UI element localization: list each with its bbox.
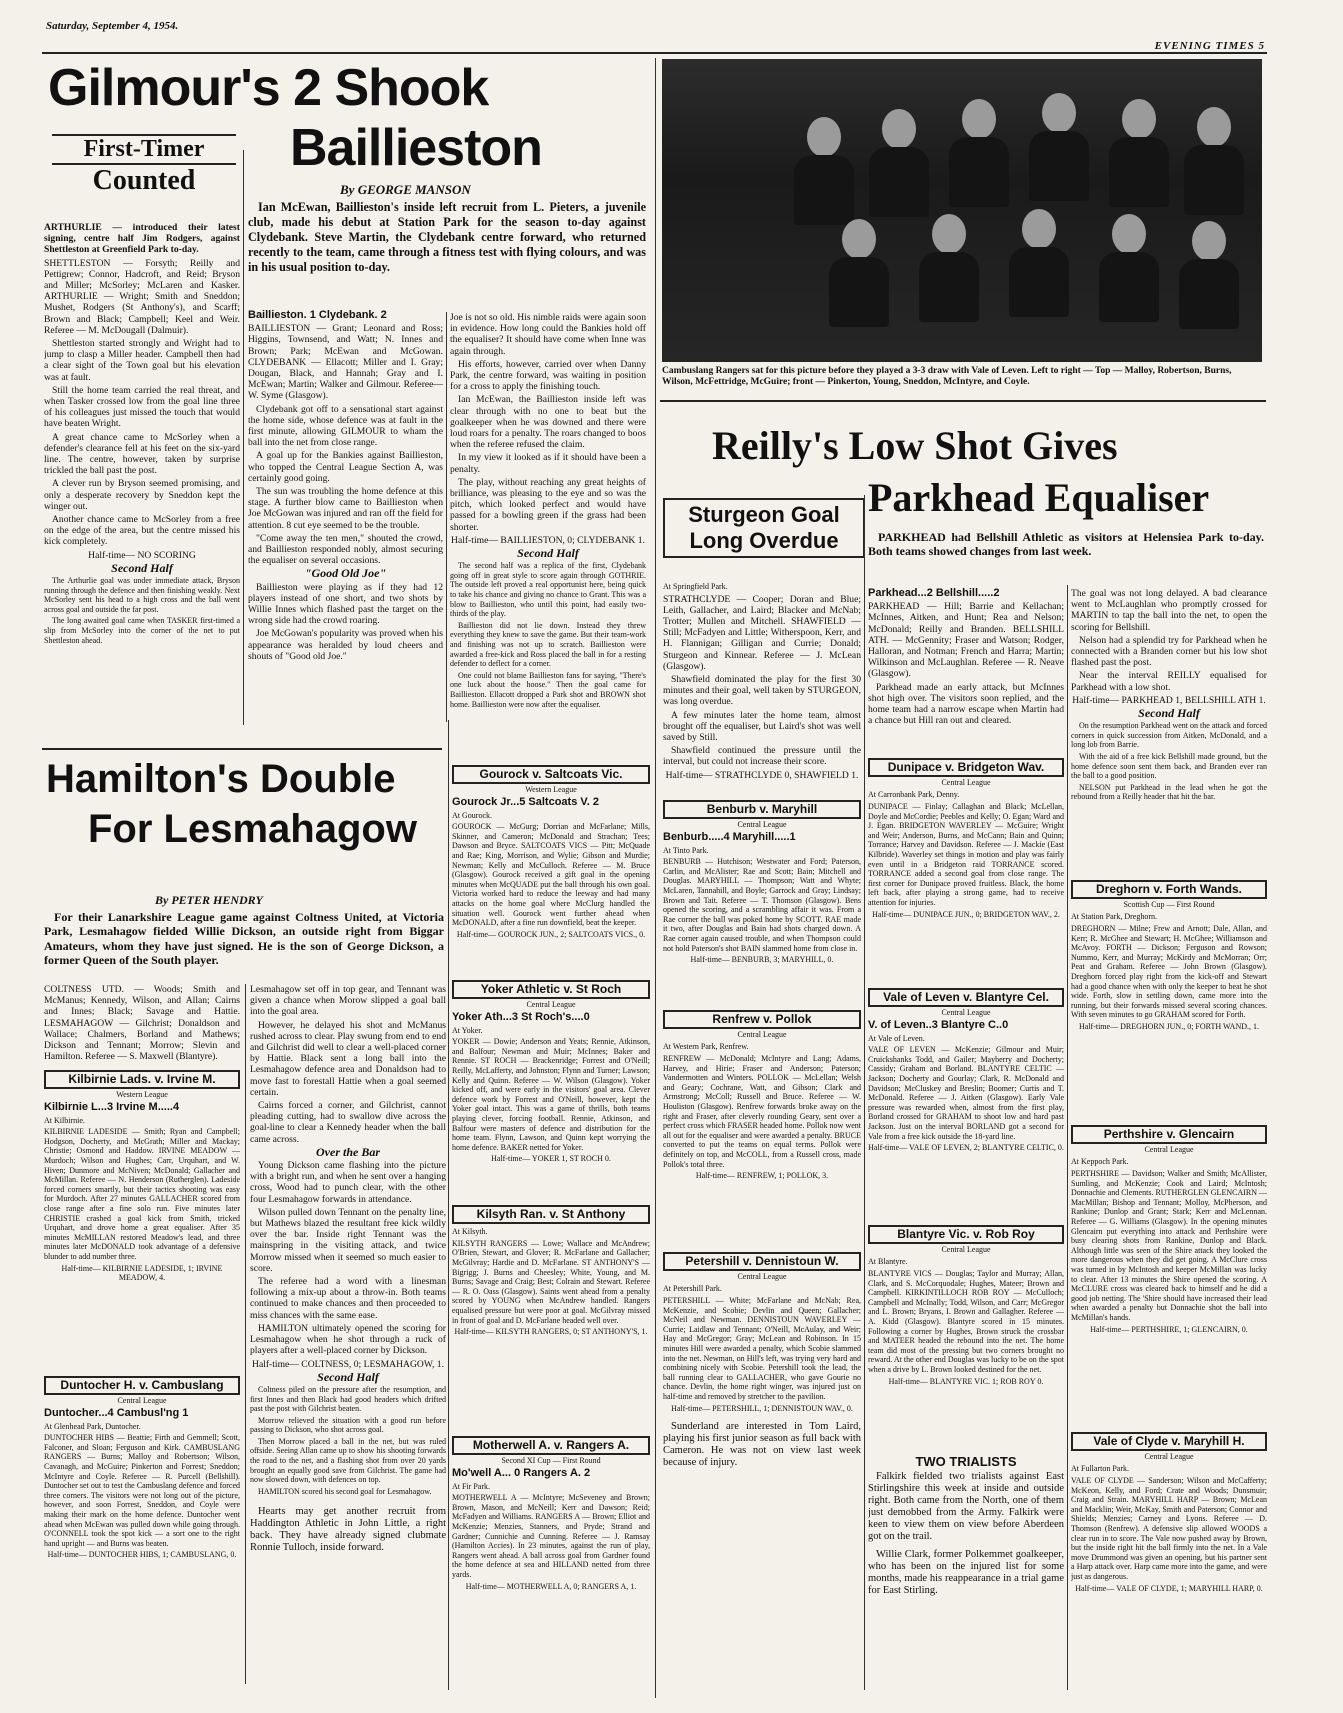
vale-leven-title: Vale of Leven v. Blantyre Cel. [868,988,1064,1007]
petershill-league: Central League [737,1272,787,1282]
gourock-league: Western League [525,785,577,795]
sturgeon-p3: Shawfield continued the pressure until the interval, but could not increase their score. [663,745,861,768]
first-timer-article [44,222,240,722]
kilbirnie-text: KILBIRNIE LADESIDE — Smith; Ryan and Campbell; Hodgson, Docherty, and McGrath; Miller and Mackay; Christie; Osmond and Haddow. IRVINE MEADOW — Murdoch; Wilson and Hughes; Carr, Urquhart, and W. Hiven; Dunmore and McNiven; McDonald; Gallacher and McMillan. Referee — N. Henderson (Rutherglen). Ladeside forced corners smartly, but their tactics shooting was easy for Murdoch. After 27 minutes GALLACHER scored from close range after a fine solo run. Five minutes later CHRISTIE crashed a goal kick from Smith, tricked Urquhart, and drove home a great equaliser. After 35 minutes McMILLAN restored Meadow's lead, and three minutes later McDONALD took advantage of a defensive blunder to add number three. [44,1127,240,1261]
col-rule-6 [864,495,865,1690]
dunipace-venue: At Carronbank Park, Denny. [868,790,960,800]
dunipace-title: Dunipace v. Bridgeton Wav. [868,758,1064,777]
dreghorn-title: Dreghorn v. Forth Wands. [1071,880,1267,899]
gilmour-p9: Ian McEwan, the Baillieston inside left was clear through with no one to beat but the goalkeeper when he was downed and there were loud roars for a penalty. The roars changed to boos when the referee refused the claim. [450,394,646,451]
reilly-col-a [868,588,1064,753]
renfrew-league: Central League [737,1030,787,1040]
petershill-ht: Half-time— PETERSHILL, 1; DENNISTOUN WAV., 0. [671,1403,853,1413]
hamilton-p1: Lesmahagow set off in top gear, and Tennant was given a chance when Morow slipped a goal ball into the goal area. [250,984,446,1018]
blantyre-venue: At Blantyre. [868,1257,908,1267]
hamilton-subhead-1: Over the Bar [316,1144,380,1159]
petershill-text: PETERSHILL — White; McFarlane and McNab; Rea, McKenzie, and Scobie; Devlin and Queen; Gallacher; McNeil and Newman. DENNISTOUN WAVERLEY — Currie; Laidlaw and Tennant; O'Neill, McAulay, and Weir; Hay and McGregor; Gray; McLean and Robinson. In 15 minutes Hill were awarded a penalty, which Scobie slammed into the net. Newman, on Hill's left, was trying very hard and combining nicely with Scobie. Petershill took the lead, the ball running clear to GALLACHER, who gave Gourie no chance. Devlin, the home right winger, was injured just on half-time and removed by stretcher to the pavilion. [663,1296,861,1401]
reilly-p1: Parkhead made an early attack, but McInnes shot high over. The visitors soon replied, and the home team had a narrow escape when Martin had a chance but Hill ran out and cleared. [868,681,1064,727]
first-timer-p1: Shettleston started strongly and Wright had to jump to clasp a Miller header. Campbell then had a clear sight of the Town goal but his elevation was at fault. [44,338,240,383]
hamilton-col-a [44,984,240,1066]
hamilton-teams: COLTNESS UTD. — Woods; Smith and McManus; Kennedy, Wilson, and Allan; Cairns and Innes; Black; Savage and Hattie. LESMAHAGOW — Gilchrist; Donaldson and Wallace; Chalmers, Borland and Mathews; Dickson and Tennant; Morrow; Slevin and Hamilton. Referee — S. Maxwell (Blantyre). [44,984,240,1063]
reilly-intro: PARKHEAD had Bellshill Athletic as visitors at Helensiea Park to-day. Both teams showed changes from last week. [868,530,1264,559]
reilly-col-b [1071,588,1267,868]
gilmour-p2: A goal up for the Bankies against Baillieston, who topped the Central League Section A, was certainly good going. [248,450,443,484]
benburb-block [663,800,861,1000]
benburb-venue: At Tinto Park. [663,845,709,855]
motherwell-text: MOTHERWELL A — McIntyre; McSeveney and Brown; Brown, Mason, and McNeill; Kerr and Dawson; Reid; McFadyen and Williams. RANGERS A — Brown; Elliot and McKenzie; Menzies, Stanners, and Pryde; Strand and Gardner; Cunnichie and Cunning. Referee — J. Ramsay (Hamilton Accies). In 23 minutes, against the run of play, Rangers went ahead. A ball across goal from Gardner found the home defence at sea and HILLAND netted from three yards. [452,1493,650,1579]
vale-clyde-venue: At Fullarton Park. [1071,1464,1129,1474]
reilly-p3: Nelson had a splendid try for Parkhead when he connected with a Branden corner but his low shot flashed past the post. [1071,634,1267,669]
hamilton-headline-1: Hamilton's Double [46,757,396,801]
vale-leven-league: Central League [941,1008,991,1018]
paper-name: EVENING TIMES 5 [1154,40,1265,52]
gilmour-p14: One could not blame Baillieston fans for saying, "There's one luck about the hoose." Then the goal came for Baillieston. Ellacott dropped a Park shot and BROWN shot home. Baillieston were now after the equaliser. [450,670,646,709]
team-photo [662,59,1262,362]
sturgeon-article [663,582,861,792]
reilly-p2: The goal was not long delayed. A bad clearance went to McLaughlan who promptly crossed for MARTIN to tap the ball into the net, to open the scoring for Bellshill. [1071,588,1267,633]
reilly-p7: NELSON put Parkhead in the lead when he got the rebound from a Reilly header that hit the bar. [1071,782,1267,802]
yoker-text: YOKER — Dowie; Anderson and Yeats; Rennie, Atkinson, and Balfour; Newman and Muir; McInnes; Baker and Rennie. ST ROCH — Brackenridge; Forrest and O'Neill; Reilly, McLafferty, and Johnston; Flynn and Turner; Lawson; Kelly and Quinn. Referee — W. Wilson (Glasgow). Yoker kicked off, and were early in the visitors' goal area. Clever defence work by Forrest and O'Neill, however, kept the Yoker goal intact. This was a game of thrills, both teams playing clever, forcing football. Rennie, Atkinson, and Balfour were masters of defence and distribution for the home team. Flynn, Lawson, and Quinn kept worrying the home defence. BAKER netted for Yoker. [452,1037,650,1152]
kilsyth-text: KILSYTH RANGERS — Lowe; Wallace and McAndrew; O'Brien, Stewart, and Glover; R. McFarlane and Gallacher; McGilvray; Hardie and D. McFarlane. ST ANTHONY'S — Bigrigg; J. Burns and Cheesley; White, Young, and M. Burns; Savage and Craig; Best; Colrain and Stewart. Referee — R. O. Oass (Glasgow). Saints went ahead from a penalty scored by YOUNG when McAndrew handled. Rangers equalised pressure but were poor at goal. McGilvray missed in front of goal and D. McFarlane headed well over. [452,1238,650,1325]
trialists-block [868,1456,1064,1691]
hamilton-intro: For their Lanarkshire League game against Coltness United, at Victoria Park, Lesmahagow fielded Willie Dickson, an outside right from Biggar Amateurs, whom they have just signed. He is the son of George Dickson, a former Queen of the South player. [44,910,444,968]
trialists-title: TWO TRIALISTS [915,1456,1017,1469]
sturgeon-p1: Shawfield dominated the play for the first 30 minutes and their goal, well taken by STURGEON, was long overdue. [663,674,861,708]
gilmour-p10: In my view it looked as if it should have been a penalty. [450,452,646,475]
yoker-ht: Half-time— YOKER 1, ST ROCH 0. [491,1154,611,1164]
benburb-league: Central League [737,820,787,830]
gilmour-col-b [450,312,646,757]
sturgeon-ht: Half-time— STRATHCLYDE 0, SHAWFIELD 1. [665,769,859,781]
dreghorn-league: Scottish Cup — First Round [1123,900,1215,910]
vale-leven-block [868,988,1064,1218]
gilmour-p8: His efforts, however, carried over when Danny Park, the centre forward, was waiting in position for a cross to apply the finishing touch. [450,358,646,393]
hamilton-p6: The referee had a word with a linesman following a mix-up about a throw-in. Both teams continued to make chances and then proceeded to miss chances with the same ease. [250,1276,446,1321]
hamilton-ht: Half-time— COLTNESS, 0; LESMAHAGOW, 1. [252,1358,444,1370]
kilbirnie-block [44,1070,240,1370]
motherwell-venue: At Fir Park. [452,1481,490,1491]
vale-clyde-title: Vale of Clyde v. Maryhill H. [1071,1432,1267,1451]
kilbirnie-league: Western League [116,1090,168,1100]
gilmour-p5: Baillieston were playing as if they had 12 players instead of one short, and two shots by Willie Innes which flashed past the target on the wrong side had the crowd roaring. [248,581,443,627]
dunipace-ht: Half-time— DUNIPACE JUN., 0; BRIDGETON WAV., 2. [872,909,1060,919]
gilmour-p12: The second half was a replica of the first, Clydebank going off in great style to score again through GOTHRIE. The outside left proved a real opportunist here, being quick to take his chance and giving no chance to Grant. This was a blow to Baillieston, who until this point, had easily two-thirds of the play. [450,561,646,619]
blantyre-title: Blantyre Vic. v. Rob Roy [868,1225,1064,1244]
hamilton-p11: HAMILTON scored his second goal for Lesmahagow. [258,1486,432,1496]
col-rule-3 [655,58,656,1698]
col-rule-5 [448,720,449,1690]
reilly-p4: Near the interval REILLY equalised for Parkhead with a low shot. [1071,670,1267,693]
hamilton-p10: Then Morrow placed a ball in the net, but was ruled offside. Seeing Allan came up to show his shooting forwards the road to the net, and a flashing shot from over 20 yards brought an equally good save from Gilchrist. The game had now slowed down, with defences on top. [250,1436,446,1485]
vale-leven-venue: At Vale of Leven. [868,1033,925,1043]
first-timer-head-2: Counted [92,165,196,196]
blantyre-text: BLANTYRE VICS — Douglas; Taylor and Murray; Allan, Clark, and S. McCorquodale; Hughes, Mateer; Brown and Campbell. KIRKINTILLOCH ROB ROY — McCulloch; Campbell and McInally; Todd, Wilson, and Carr; McGregor and L. Brown; Bryans, I. Brown and Gallagher. Referee — A. Kidd (Glasgow). Blantyre scored in 15 minutes. Following a corner by Hughes, Brown struck the crossbar and MATEER headed the rebound into the net. The home team did most of the pressing but two corners brought no reward. At the other end Douglas was lucky to be on the spot when a drive by L. Brown looked destined for the net. [868,1269,1064,1374]
first-timer-ht: Half-time— NO SCORING [88,549,196,561]
kilbirnie-venue: At Kilbirnie. [44,1115,85,1125]
reilly-headline-1: Reilly's Low Shot Gives [712,423,1118,468]
kilsyth-ht: Half-time— KILSYTH RANGERS, 0; ST ANTHONY'S, 1. [454,1327,648,1337]
motherwell-score: Mo'well A... 0 Rangers A. 2 [452,1467,591,1480]
reilly-teams: PARKHEAD — Hill; Barrie and Kellachan; McInnes, Aitken, and Hunt; Rea and Nelson; McDonald; Reilly and Branden. BELLSHILL ATH. — McGennity; Fraser and Watson; Rodger, Halloran, and Notman; French and Harra; Martin; Wilkinson and McLaughlan. Referee — R. Neave (Glasgow). [868,601,1064,680]
reilly-ht: Half-time— PARKHEAD 1, BELLSHILL ATH 1. [1072,694,1266,706]
col-rule-2 [446,312,447,722]
duntocher-text: DUNTOCHER HIBS — Beattie; Firth and Gemmell; Scott, Falconer, and Sloan; Ferguson and Kirk. CAMBUSLANG RANGERS — Burns; Malloy and Robertson; Wilson, Cavanagh, and McGuire; Pinkerton and Forrest; Sneddon; McIntyre and Coyle. Referee — R. Purcell (Bellshill). Duntocher set out to test the Cambuslang defence and forced three corners. The visitors were not long out of the picture, however, and soon Forrest, Sneddon, and Coyle were making their mark on the home defence. Duntocher went ahead when McEwan was pulled down while going through. O'CONNELL took the spot kick — a sort one to the right hand upright — and Burns was beaten. [44,1433,240,1548]
sturgeon-p2: A few minutes later the home team, almost brought off the equaliser, but Laird's shot was well saved by Still. [663,709,861,744]
reilly-score: Parkhead...2 Bellshill.....2 [868,588,1000,599]
col-rule-4 [245,984,246,1684]
vale-clyde-league: Central League [1144,1452,1194,1462]
petershill-title: Petershill v. Dennistoun W. [663,1252,861,1271]
trialists-p1: Falkirk fielded two trialists against East Stirlingshire this week at inside and outside right. Both came from the North, one of them just demobbed from the Army. Falkirk were keen to view them on view before Aberdeen got on the trail. [868,1471,1064,1543]
dunipace-text: DUNIPACE — Finlay; Callaghan and Black; McLellan, Doyle and McCordie; Peebles and Kelly; O. Egan; Ward and J. Egan. BRIDGETON WAVERLEY — McGuire; Wright and Weir; Anderson, Burns, and McCann; Bain and Quinn; Torrance; Harvey and Davidson. Referee — J. Mackie (East Kilbride). Waverley set things in motion and play was fairly even until in a Bridgeton raid TORRANCE scored. TORRANCE added a second goal from close range. The first corner for Dunipace proved fruitless. Black, the home left back, after playing a strong game, had to receive attention for injuries. [868,802,1064,907]
reilly-headline-2: Parkhead Equaliser [868,475,1210,520]
gilmour-headline-1: Gilmour's 2 Shook [48,59,489,117]
first-timer-teams: SHETTLESTON — Forsyth; Reilly and Pettigrew; Connor, Hadcroft, and Reid; Bryson and Miller; McSorley; McLaren and Kasker. ARTHURLIE — Wright; Smith and Sneddon; Mushet, Rodgers (St Anthony's), and Scarff; Brown and Black; Campbell; Keel and Weir. Referee — M. McDougall (Dalmuir). [44,257,240,336]
kilbirnie-score: Kilbirnie L...3 Irvine M.....4 [44,1101,180,1114]
renfrew-block [663,1010,861,1245]
blantyre-ht: Half-time— BLANTYRE VIC. 1; ROB ROY 0. [888,1376,1044,1386]
hamilton-p5: Wilson pulled down Tennant on the penalty line, but Mathews blazed the resultant free kick wildly over the bar. Inside right Tennant was the mainspring in the visiting attack, and twice Morrow missed when it seemed so much easier to score. [250,1206,446,1274]
perthshire-venue: At Keppoch Park. [1071,1157,1129,1167]
col-rule-7 [1067,585,1068,1690]
renfrew-title: Renfrew v. Pollok [663,1010,861,1029]
hamilton-p4: Young Dickson came flashing into the picture with a bright run, and when he sent over a hanging cross, Wood had to punch clear, with the other four Lesmahagow forwards in attendance. [250,1160,446,1205]
duntocher-venue: At Glenhead Park, Duntocher. [44,1421,141,1431]
gourock-text: GOUROCK — McGurg; Dorrian and McFarlane; Mills, Skinner, and Cameron; McDonald and Strachan; Tees; Dawson and Bryce. SALTCOATS VICS — Pitt; McQuade and Rae; King, Morrison, and Wylie; Gibson and Murdie; Newman; Kelly and McCulloch. Referee — M. Bruce (Glasgow). Gourock received a gift goal in the opening minutes when McQUADE put the ball through his own goal. Victoria worked hard to reduce the leeway and had many attacks on the home goal where McClurg handled the situation well. Gourock went further ahead when McDONALD, after a fine run downfield, beat the keeper. [452,822,650,928]
gourock-title: Gourock v. Saltcoats Vic. [452,765,650,784]
motherwell-league: Second XI Cup — First Round [501,1456,601,1466]
dreghorn-ht: Half-time— DREGHORN JUN., 0; FORTH WAND., 1. [1078,1021,1260,1031]
gilmour-subhead-2: Second Half [517,546,579,561]
gilmour-ht: Half-time— BAILLIESTON, 0; CLYDEBANK 1. [451,534,645,546]
first-timer-p7: The long awaited goal came when TASKER first-timed a slip from McSorley into the corner of the net to put Shettleston ahead. [44,616,240,645]
gilmour-p3: The sun was troubling the home defence at this stage. A further blow came to Baillieston when Joe McGowan was injured and ran off the field for attention. 8 cut eye seemed to be the trouble. [248,486,443,531]
petershill-sunderland: Sunderland are interested in Tom Laird, playing his first junior season as full back with Cameron. He was not on view last week because of injury. [663,1421,861,1469]
vale-leven-ht: Half-time— VALE OF LEVEN, 2; BLANTYRE CELTIC, 0. [868,1143,1064,1153]
gilmour-teams: BAILLIESTON — Grant; Leonard and Ross; Higgins, Townsend, and Watt; N. Innes and Brown; Park; McEwan and McGowan. CLYDEBANK — Ellacott; Miller and I. Gray; Dougan, Black, and Hannah; Gray and I. McEwan; Martin; Walker and Gilmour. Referee—W. Syme (Glasgow). [248,323,443,402]
duntocher-score: Duntocher...4 Cambusl'ng 1 [44,1407,189,1420]
reilly-p5: On the resumption Parkhead went on the attack and forced corners in quick succession from Aitken, McDonald, and a long lob from Barrie. [1071,721,1267,750]
sturgeon-venue: At Springfield Park. [663,582,728,591]
dreghorn-text: DREGHORN — Milne; Frew and Arnott; Dale, Allan, and Kerr; R. McGhee and Stewart; H. McGhee; Williamson and McAvoy. FORTH — Dickson; Ferguson and Rowson; Nummo, Kerr, and Murray; McKirdy and McMorran; Orr; Peat and Graham. Referee — John Brown (Glasgow). Dreghorn forced play right from the kick-off and Stewart had a good chance when with only the keeper to beat he shot wide. Forth, slow in settling down, came more into the running, but their forwards missed several scoring chances. With seven minutes to go GRAHAM scored for Forth. [1071,924,1267,1020]
blantyre-league: Central League [941,1245,991,1255]
renfrew-venue: At Western Park, Renfrew. [663,1042,749,1052]
gilmour-intro: Ian McEwan, Baillieston's inside left recruit from L. Pieters, a juvenile club, made his debut at Station Park for the season to-day against Clydebank. Steve Martin, the Clydebank centre forward, who returned recently to the team, came through a fitness test with flying colours, and was in his usual position to-day. [248,200,646,274]
gourock-score: Gourock Jr...5 Saltcoats V. 2 [452,796,599,809]
gilmour-p4: "Come away the ten men," shouted the crowd, and Baillieston responded nobly, almost securing the equaliser on several occasions. [248,532,443,567]
hamilton-col-b [250,984,446,1684]
gourock-venue: At Gourock. [452,810,492,820]
hamilton-subhead-2: Second Half [317,1369,379,1384]
gourock-block [452,765,650,975]
petershill-venue: At Petershill Park. [663,1284,722,1294]
dunipace-league: Central League [941,778,991,788]
blantyre-block [868,1225,1064,1450]
gilmour-col-a [248,310,443,720]
vale-leven-score: V. of Leven..3 Blantyre C..0 [868,1019,1009,1032]
perthshire-title: Perthshire v. Glencairn [1071,1125,1267,1144]
duntocher-block [44,1376,240,1686]
hamilton-p12: Hearts may get another recruit from Haddington Athletic in John Little, a right back. They have already signed clubmate Ronnie Tulloch, inside forward. [250,1506,446,1554]
gilmour-subhead-1: "Good Old Joe" [304,566,387,581]
hamilton-p9: Morrow relieved the situation with a good run before passing to Dickson, who shot across goal. [250,1415,446,1435]
motherwell-ht: Half-time— MOTHERWELL A, 0; RANGERS A, 1. [465,1581,637,1591]
hamilton-p3: Cairns forced a corner, and Gilchrist, cannot pleading cutting, had to swallow dive across the goal-line to clear a Kennedy header when the ball came across. [250,1100,446,1145]
first-timer-p6: The Arthurlie goal was under immediate attack, Bryson running through the defence and then finishing weakly. Next McSorley sent his head to a high cross and the ball went across goal and outside the far post. [44,576,240,614]
first-timer-intro: ARTHURLIE — introduced their latest signing, centre half Jim Rodgers, against Shettleston at Greenfield Park to-day. [44,222,240,256]
perthshire-block [1071,1125,1267,1425]
hamilton-p7: HAMILTON ultimately opened the scoring for Lesmahagow when he shot through a ruck of players after a well-placed corner by Dickson. [250,1322,446,1357]
reilly-p6: With the aid of a free kick Bellshill made ground, but the home defence soon sent them back, and Branden ever ran the ball to a good position. [1071,752,1267,781]
motherwell-block [452,1436,650,1686]
benburb-score: Benburb.....4 Maryhill.....1 [663,831,796,844]
motherwell-title: Motherwell A. v. Rangers A. [452,1436,650,1455]
yoker-title: Yoker Athletic v. St Roch [452,980,650,999]
sturgeon-teams: STRATHCLYDE — Cooper; Doran and Blue; Leith, Gallacher, and Laird; Blacker and McNab; Trotter; Mullen and Mitchell. SHAWFIELD — Still; McFadyen and Little; Witherspoon, Kerr, and H. Flannigan; Gilligan and Currie; Donald; Sturgeon and Kinnear. Referee — J. McLean (Glasgow). [663,593,861,672]
duntocher-league: Central League [117,1396,167,1406]
gilmour-p11: The play, without reaching any great heights of brilliance, was pleasing to the eye and so was the pitch, which looked perfect and would have passed for a bowling green if the grass had been shorter. [450,476,646,533]
vale-clyde-text: VALE OF CLYDE — Sanderson; Wilson and McCafferty; McKeon, Kelly, and Ford; Crate and Woods; Dunsmuir; Craig and Strain. MARYHILL HARP — Brown; McLean and Macklin; Weir, McKay, Smith and Paterson; Connor and Shields; Menzies; Carney and Lyons. Referee — D. Thomson (Renfrew). A defensive slip allowed WOODS a clear run in to score. The Vale now pushed away by Brown, but the inside right hit the ball firmly into the net. In a Vale move Drummond was given an opening, but his partner sent a Harp attack over. Harp came more into the game, and were just as dangerous. [1071,1476,1267,1581]
yoker-league: Central League [526,1000,576,1010]
vale-leven-text: VALE OF LEVEN — McKenzie; Gilmour and Muir; Cruickshanks Todd, and Gailer; Mayberry and Docherty; Cassidy; Graham and Borland. BLANTYRE CELTIC — Jackson; Docherty and Gourlay; Clark, R. McDonald and Davidson; McCluskey and Breslin; Boomer; Curtis and T. McDonald. Referee — J. Aitken (Glasgow). Early Vale pressure was rewarded when, almost from the first play, Borland crossed for GRAHAM to shoot low and hard past Jackson. Just on the interval BORLAND got a second for Vale from a free kick outside the 18-yard line. [868,1045,1064,1141]
gilmour-p7: Joe is not so old. His nimble raids were again soon in evidence. How long could the Bankies hold off the equaliser? It should have come when Inne was again through. [450,312,646,357]
photo-rule [660,400,1266,402]
benburb-ht: Half-time— BENBURB, 3; MARYHILL, 0. [690,955,834,965]
duntocher-ht: Half-time— DUNTOCHER HIBS, 1; CAMBUSLANG, 0. [47,1550,237,1560]
issue-date: Saturday, September 4, 1954. [46,20,179,32]
kilsyth-venue: At Kilsyth. [452,1227,488,1237]
petershill-block [663,1252,861,1692]
renfrew-ht: Half-time— RENFREW, 1; POLLOK, 3. [695,1171,829,1181]
reilly-subhead: Second Half [1138,706,1200,721]
benburb-text: BENBURB — Hutchison; Westwater and Ford; Paterson, Carlin, and McAlister; Rae and Scott; Bain; Mitchell and Douglas. MARYHILL — Thompson; Watt and Whyte; McLaren, Tannahill, and Boyle; Garrock and Gray; Lindsay; Brown and Tait. Referee — T. Thomson (Glasgow). Bens opened the scoring, and a scrambling affair it was. From a Rae corner the ball was poked home by SCOTT. RAE made it two, after Douglas and Bain had shots charged down. A Rae corner again caused trouble, and when Thompson could not hold Paterson's shot BAIN slammed home from close in. [663,857,861,953]
kilbirnie-ht: Half-time— KILBIRNIE LADESIDE, 1; IRVINE MEADOW, 4. [61,1263,223,1283]
vale-clyde-ht: Half-time— VALE OF CLYDE, 1; MARYHILL HARP, 0. [1075,1583,1263,1593]
sturgeon-head-1: Sturgeon Goal [688,502,840,527]
first-timer-p5: Another chance came to McSorley from a free on the edge of the area, but the centre missed his kick completely. [44,514,240,548]
gilmour-score: Baillieston. 1 Clydebank. 2 [248,310,387,321]
yoker-block [452,980,650,1200]
gourock-ht: Half-time— GOUROCK JUN., 2; SALTCOATS VICS., 0. [456,929,646,939]
duntocher-title: Duntocher H. v. Cambuslang [44,1376,240,1395]
benburb-title: Benburb v. Maryhill [663,800,861,819]
vale-clyde-block [1071,1432,1267,1690]
photo-caption: Cambuslang Rangers sat for this picture before they played a 3-3 draw with Vale of Leven. Left to right — Top — Malloy, Robertson, Burns, Wilson, McFettridge, McGuire; front — Pinkerton, Young, Sneddon, McIntyre, and Coyle. [662,366,1232,387]
gilmour-p6: Joe McGowan's popularity was proved when his appearance was heralded by loud cheers and shouts of "Good old Joe." [248,628,443,662]
first-timer-p2: Still the home team carried the real threat, and when Tasker crossed low from the goal line three of his colleagues just missed the touch that would have beaten Wright. [44,384,240,430]
dunipace-block [868,758,1064,983]
renfrew-text: RENFREW — McDonald; McIntyre and Lang; Adams, Harvey, and Hirie; Fraser and Anderson; Paterson; Vandermotten and Winters. POLLOK — McLellan; Welsh and Geary; Cochrane, Watt, and Gibson; Clark and Armstrong; McColl; Russell and Bruce. Referee — W. Houliston (Glasgow). Renfrew forwards broke away on the right and Fraser, after cleverly rounding Geary, sent over a perfect cross which FRASER headed home. Pollok now went all out for the equaliser and were awarded a penalty. BRUCE converted to put the teams on equal terms. Pollok were definitely on top, and McCOLL, from a Russell cross, made Pollok's total three. [663,1054,861,1169]
gilmour-headline-2: Baillieston [290,119,542,177]
mid-rule-left [42,748,442,750]
sturgeon-head-2: Long Overdue [689,528,839,553]
first-timer-head-1: First-Timer [52,134,236,165]
dreghorn-block [1071,880,1267,1120]
kilsyth-title: Kilsyth Ran. v. St Anthony [452,1205,650,1224]
perthshire-text: PERTHSHIRE — Davidson; Walker and Smith; McAllister, Sumling, and McKenzie; Cook and Laird; McIntosh; Donnachie and Clements. RUTHERGLEN GLENCAIRN — MacMillan; Bishop and Tennant; Molloy, McPherson, and Rankine; Dunlop and Grant; Stark; Kerr and McLennan. Referee — G. Williams (Glasgow). In the opening minutes Glencairn put everything into attack and Perthshire were busy clearing shots from Rankine, Dunlop and Black. Although little was seen of the Shire attack they looked the more dangerous when they did get going. A McClure cross was turned in by McIntosh and keeper McMillan was lucky to clear. After 13 minutes the Shire opened the scoring. A McCLURE cross was cleared back to himself and he did a good job netting. The 'Shire should have increased their lead when awarded a penalty but Donnachie shot the ball into McMillan's hands. [1071,1169,1267,1322]
col-rule-1 [243,150,244,725]
kilsyth-block [452,1205,650,1430]
yoker-venue: At Yoker. [452,1025,483,1035]
dreghorn-venue: At Station Park, Dreghorn. [1071,912,1157,922]
perthshire-league: Central League [1144,1145,1194,1155]
first-timer-p3: A great chance came to McSorley when a defender's clearance fell at his feet on the six-yard line. The centre, however, taken by surprise trickled the ball past the post. [44,431,240,477]
hamilton-p8: Coltness piled on the pressure after the resumption, and first Innes and then Black had good headers which drifted past the post with Gilchrist beaten. [250,1384,446,1414]
yoker-score: Yoker Ath...3 St Roch's....0 [452,1011,590,1024]
gilmour-p13: Baillieston did not lie down. Instead they threw everything they knew to save the game. But their team-work and finishing was not up to scratch. Baillieston were awarded a free-kick and Ross placed the ball in for a resting defender to deflect for a corner. [450,620,646,669]
hamilton-p2: However, he delayed his shot and McManus rushed across to clear. Play swung from end to end and Gilchrist did well to clear a well-placed corner by Hattie. Black sent a long ball into the Lesmahagow defence area and Donaldson had to move fast to forestall Hattie when a goal seemed certain. [250,1019,446,1098]
hamilton-headline-2: For Lesmahagow [88,807,417,851]
hamilton-byline: By PETER HENDRY [155,893,263,907]
gilmour-p1: Clydebank got off to a sensational start against the home side, whose defence was at fault in the first minute, allowing GILMOUR to wham the ball into the net from close range. [248,403,443,449]
trialists-p2: Willie Clark, former Polkemmet goalkeeper, who has been on the injured list for some months, made his reappearance in a trial game for East Stirling. [868,1549,1064,1597]
sturgeon-head-box [663,498,865,558]
perthshire-ht: Half-time— PERTHSHIRE, 1; GLENCAIRN, 0. [1090,1324,1248,1334]
top-rule [42,52,1267,54]
kilbirnie-title: Kilbirnie Lads. v. Irvine M. [44,1070,240,1089]
first-timer-subhead: Second Half [111,560,173,575]
first-timer-head-box [52,134,236,197]
first-timer-p4: A clever run by Bryson seemed promising, and only a desperate recovery by Sneddon kept the winger out. [44,478,240,512]
gilmour-byline: By GEORGE MANSON [340,182,471,197]
